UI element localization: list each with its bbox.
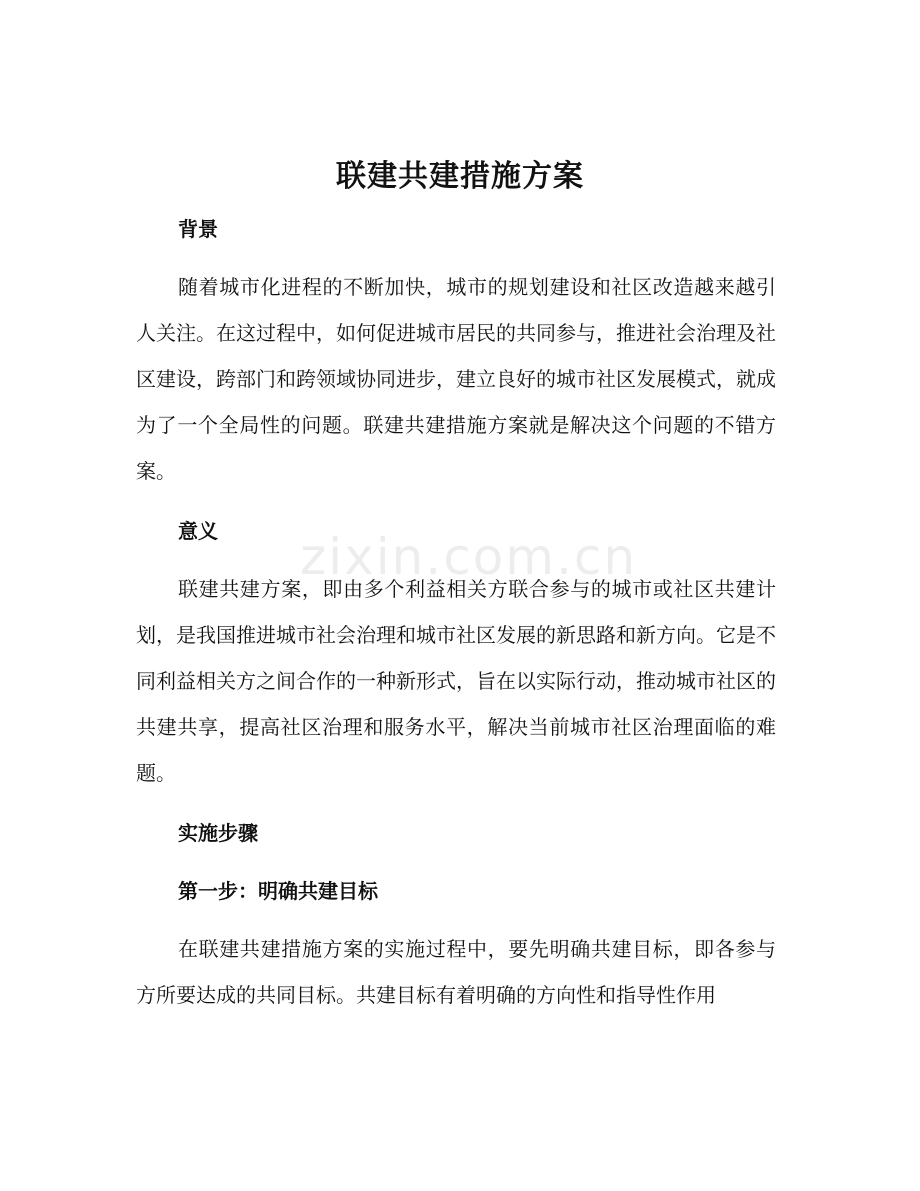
- section-heading-significance: 意义: [178, 519, 218, 543]
- paragraph-step-one: 在联建共建措施方案的实施过程中，要先明确共建目标，即各参与方所要达成的共同目标。共建目标有着明确的方向性和指导性作用: [136, 937, 776, 1007]
- section-heading-steps: 实施步骤: [178, 821, 258, 845]
- subheading-step-one: 第一步：明确共建目标: [178, 879, 378, 903]
- paragraph-background: 随着城市化进程的不断加快，城市的规划建设和社区改造越来越引人关注。在这过程中，如何促进城市居民的共同参与，推进社会治理及社区建设，跨部门和跨领域协同进步，建立良好的城市社区发展模式，就成为了一个全局性的问题。联建共建措施方案就是解决这个问题的不错方案。: [136, 275, 776, 483]
- document-title: 联建共建措施方案: [336, 159, 584, 194]
- watermark: zixin.com.cn: [300, 528, 638, 586]
- document-body: [136, 206, 776, 1018]
- paragraph-significance: 联建共建方案，即由多个利益相关方联合参与的城市或社区共建计划，是我国推进城市社会治理和城市社区发展的新思路和新方向。它是不同利益相关方之间合作的一种新形式，旨在以实际行动，推动城市社区的共建共享，提高社区治理和服务水平，解决当前城市社区治理面临的难题。: [136, 577, 776, 785]
- section-heading-background: 背景: [178, 217, 218, 241]
